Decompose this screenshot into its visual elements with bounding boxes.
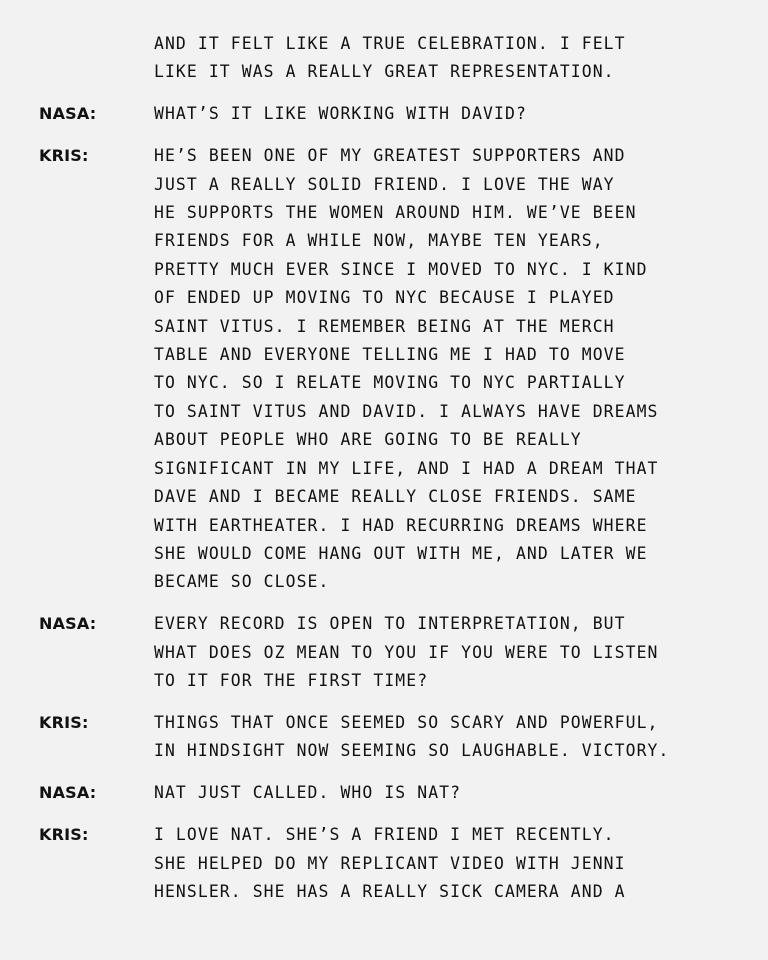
text-line: SHE WOULD COME HANG OUT WITH ME, AND LATER WE xyxy=(154,543,648,563)
response-text xyxy=(154,821,744,906)
text-line: EVERY RECORD IS OPEN TO INTERPRETATION, BUT xyxy=(154,614,626,634)
transcript-entry-5 xyxy=(0,709,768,766)
speaker-label: KRIS: xyxy=(39,825,89,845)
text-line: TABLE AND EVERYONE TELLING ME I HAD TO MOVE xyxy=(154,345,626,365)
text-line: PRETTY MUCH EVER SINCE I MOVED TO NYC. I KIND xyxy=(154,259,648,279)
speaker-label: KRIS: xyxy=(39,712,89,732)
transcript-entry-3 xyxy=(0,142,768,597)
text-line: WHAT DOES OZ MEAN TO YOU IF YOU WERE TO LISTEN xyxy=(154,642,659,662)
response-text xyxy=(154,30,744,87)
transcript-entry-6 xyxy=(0,779,768,807)
text-line: ABOUT PEOPLE WHO ARE GOING TO BE REALLY xyxy=(154,430,582,450)
transcript-entry-1 xyxy=(0,30,768,87)
transcript-entry-7 xyxy=(0,821,768,906)
text-line: DAVE AND I BECAME REALLY CLOSE FRIENDS. SAME xyxy=(154,487,637,507)
text-line: SAINT VITUS. I REMEMBER BEING AT THE MERCH xyxy=(154,316,615,336)
text-line: TO NYC. SO I RELATE MOVING TO NYC PARTIALLY xyxy=(154,373,626,393)
text-line: LIKE IT WAS A REALLY GREAT REPRESENTATION. xyxy=(154,62,615,82)
question-text xyxy=(154,610,744,695)
speaker-label: NASA: xyxy=(39,614,97,634)
text-line: THINGS THAT ONCE SEEMED SO SCARY AND POWERFUL, xyxy=(154,712,659,732)
response-text xyxy=(154,142,744,597)
text-line: HE’S BEEN ONE OF MY GREATEST SUPPORTERS AND xyxy=(154,146,626,166)
text-line: OF ENDED UP MOVING TO NYC BECAUSE I PLAYED xyxy=(154,288,615,308)
speaker-label: NASA: xyxy=(39,104,97,124)
transcript-entry-4 xyxy=(0,610,768,695)
text-line: FRIENDS FOR A WHILE NOW, MAYBE TEN YEARS, xyxy=(154,231,604,251)
text-line: I LOVE NAT. SHE’S A FRIEND I MET RECENTLY. xyxy=(154,825,615,845)
text-line: SIGNIFICANT IN MY LIFE, AND I HAD A DREAM THAT xyxy=(154,458,659,478)
text-line: NAT JUST CALLED. WHO IS NAT? xyxy=(154,783,462,803)
question-text xyxy=(154,779,744,807)
transcript-entry-2 xyxy=(0,100,768,128)
response-text xyxy=(154,709,744,766)
text-line: TO SAINT VITUS AND DAVID. I ALWAYS HAVE DREAMS xyxy=(154,401,659,421)
text-line: IN HINDSIGHT NOW SEEMING SO LAUGHABLE. VICTORY. xyxy=(154,741,670,761)
question-text xyxy=(154,100,744,128)
text-line: JUST A REALLY SOLID FRIEND. I LOVE THE WAY xyxy=(154,174,615,194)
text-line: TO IT FOR THE FIRST TIME? xyxy=(154,671,429,691)
text-line: WITH EARTHEATER. I HAD RECURRING DREAMS WHERE xyxy=(154,515,648,535)
interview-transcript xyxy=(0,30,768,920)
text-line: HE SUPPORTS THE WOMEN AROUND HIM. WE’VE BEEN xyxy=(154,203,637,223)
text-line: AND IT FELT LIKE A TRUE CELEBRATION. I FELT xyxy=(154,34,626,53)
text-line: HENSLER. SHE HAS A REALLY SICK CAMERA AND A xyxy=(154,881,626,901)
text-line: SHE HELPED DO MY REPLICANT VIDEO WITH JENNI xyxy=(154,853,626,873)
speaker-label: KRIS: xyxy=(39,146,89,166)
speaker-label: NASA: xyxy=(39,783,97,803)
text-line: BECAME SO CLOSE. xyxy=(154,572,330,592)
text-line: WHAT’S IT LIKE WORKING WITH DAVID? xyxy=(154,104,527,124)
